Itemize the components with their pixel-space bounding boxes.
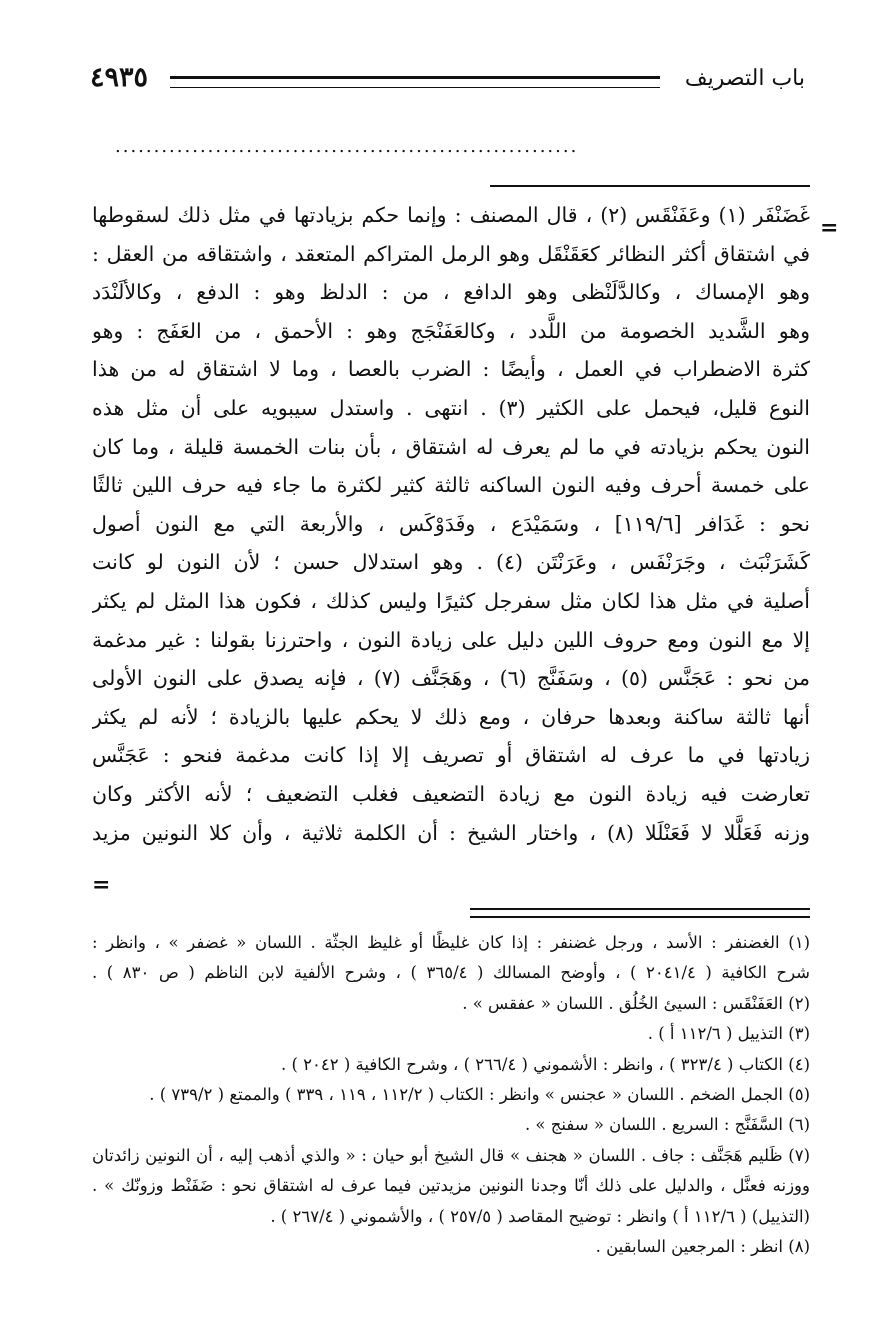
text-line: وهو الشَّديد الخصومة من اللَّدد ، وكالعَفَنْجَج وهو : الأحمق ، من العَفَج : وهو [92, 318, 810, 343]
text-line: النوع قليل، فيحمل على الكثير (٣) . انتهى . واستدل سيبويه على أن مثل هذه [92, 395, 810, 420]
footnote-separator [470, 908, 810, 918]
header-rule [170, 76, 660, 88]
main-text [92, 196, 810, 852]
text-line: في اشتقاق أكثر النظائر كعَقَنْقَل وهو الرمل المتراكم المتعقد ، واشتقاقه من العقل : [92, 241, 810, 266]
footnote-line: (٦) السَّفَنَّج : السريع . اللسان « سفنج » . [524, 1115, 810, 1135]
text-line: زيادتها في ما عرف له اشتقاق أو تصريف إلا إذا كانت مدغمة فنحو : عَجَنَّس [92, 743, 810, 768]
text-line: تعارضت فيه زيادة النون مع زيادة التضعيف فغلب التضعيف ؛ لأنه الأكثر وكان [92, 781, 810, 806]
footnotes [92, 928, 810, 1262]
text-line: إلا مع النون ومع حروف اللين دليل على زيادة النون ، واحترزنا بقولنا : غير مدغمة [92, 627, 810, 652]
footnote-line: شرح الكافية ( ٢٠٤١/٤ ) ، وأوضح المسالك ( ٣٦٥/٤ ) ، وشرح الألفية لابن الناظم ( ص ٨٣٠ ) . [92, 963, 810, 983]
dotted-separator: ............................................................ [115, 136, 579, 156]
text-line: أصلية في مثل هذا لكان مثل سفرجل كثيرًا وليس كذلك ، فكون هذا المثل لم يكثر [92, 588, 810, 613]
footnote-line: (٥) الجمل الضخم . اللسان « عجنس » وانظر : الكتاب ( ١١٢/٢ ، ١١٩ ، ٣٣٩ ) والممتع ( ٧٣٩/٢ ) . [149, 1084, 810, 1104]
footnote-line: ووزنه فعنَّل ، والدليل على ذلك أنّا وجدنا النونين مزيدتين فيما عرف له اشتقاق نحو : ضَفَنْط وزونّك » . [92, 1176, 810, 1196]
text-line: كثرة الاضطراب في العمل ، وأيضًا : الضرب بالعصا ، وما لا اشتقاق له من هذا [92, 357, 810, 382]
text-line: أنها ثالثة ساكنة وبعدها حرفان ، ومع ذلك لا يحكم عليها بالزيادة ؛ لأنه لم يكثر [92, 704, 810, 729]
footnote-line: (٣) التذييل ( ١١٢/٦ أ ) . [647, 1024, 810, 1044]
footnote-line: (١) الغضنفر : الأسد ، ورجل غضنفر : إذا كان غليظًا أو غليظ الجثّة . اللسان « غضفر » ، وانظر : [92, 933, 810, 952]
text-line: نحو : غَدَافر [١١٩/٦] ، وسَمَيْدَع ، وفَدَوْكَس ، والأربعة التي مع النون أصول [92, 511, 810, 536]
footnote-line: (٧) ظَليم هَجَنَّف : جاف . اللسان « هجنف » قال الشيخ أبو حيان : « والذي أذهب إليه ، أن النونين زائدتان [92, 1145, 810, 1165]
continuation-marker-start: = [820, 215, 839, 241]
footnote-line: (٨) انظر : المرجعين السابقين . [595, 1236, 810, 1256]
text-line: وزنه فَعَلَّلا لا فَعَنْلَلا (٨) ، واختار الشيخ : أن الكلمة ثلاثية ، وأن كلا النونين مزيد [92, 820, 810, 845]
text-line: غَضَنْفَر (١) وعَفَنْقَس (٢) ، قال المصنف : وإنما حكم بزيادتها في مثل ذلك لسقوطها [92, 203, 810, 227]
page-number: ٤٩٣٥ [90, 62, 149, 93]
footnote-line: (٤) الكتاب ( ٣٢٣/٤ ) ، وانظر : الأشموني ( ٢٦٦/٤ ) ، وشرح الكافية ( ٢٠٤٢ ) . [280, 1054, 810, 1074]
text-line: كَشَرَنْبَث ، وجَرَنْفَس ، وعَرَنْتَن (٤) . وهو استدلال حسن ؛ لأن النون لو كانت [92, 550, 810, 575]
footnote-line: (٢) العَفَنْقَس : السيئ الخُلُق . اللسان « عفقس » . [462, 993, 810, 1013]
footnote-line: (التذييل) ( ١١٢/٦ أ ) وانظر : توضيح المقاصد ( ٢٥٧/٥ ) ، والأشموني ( ٢٦٧/٤ ) . [270, 1206, 810, 1226]
running-header [90, 58, 805, 98]
continuation-marker-end: = [92, 872, 111, 898]
text-line: النون يحكم بزيادته في ما لم يعرف له اشتقاق ، بأن بنات الخمسة قليلة ، وما كان [92, 434, 810, 459]
text-line: على خمسة أحرف وفيه النون الساكنه ثالثة كثير لكثرة ما جاء فيه حرف اللين ثالثًا [92, 473, 810, 498]
text-line: وهو الإمساك ، وكالدَّلَنْظى وهو الدافع ، من : الدلظ وهو : الدفع ، وكالألَنْدَد [92, 280, 810, 305]
text-line: من نحو : عَجَنَّس (٥) ، وسَفَنَّج (٦) ، وهَجَنَّف (٧) ، فإنه يصدق على النون الأولى [92, 666, 810, 691]
continuation-rule [490, 185, 810, 187]
chapter-title: باب التصريف [684, 66, 805, 91]
